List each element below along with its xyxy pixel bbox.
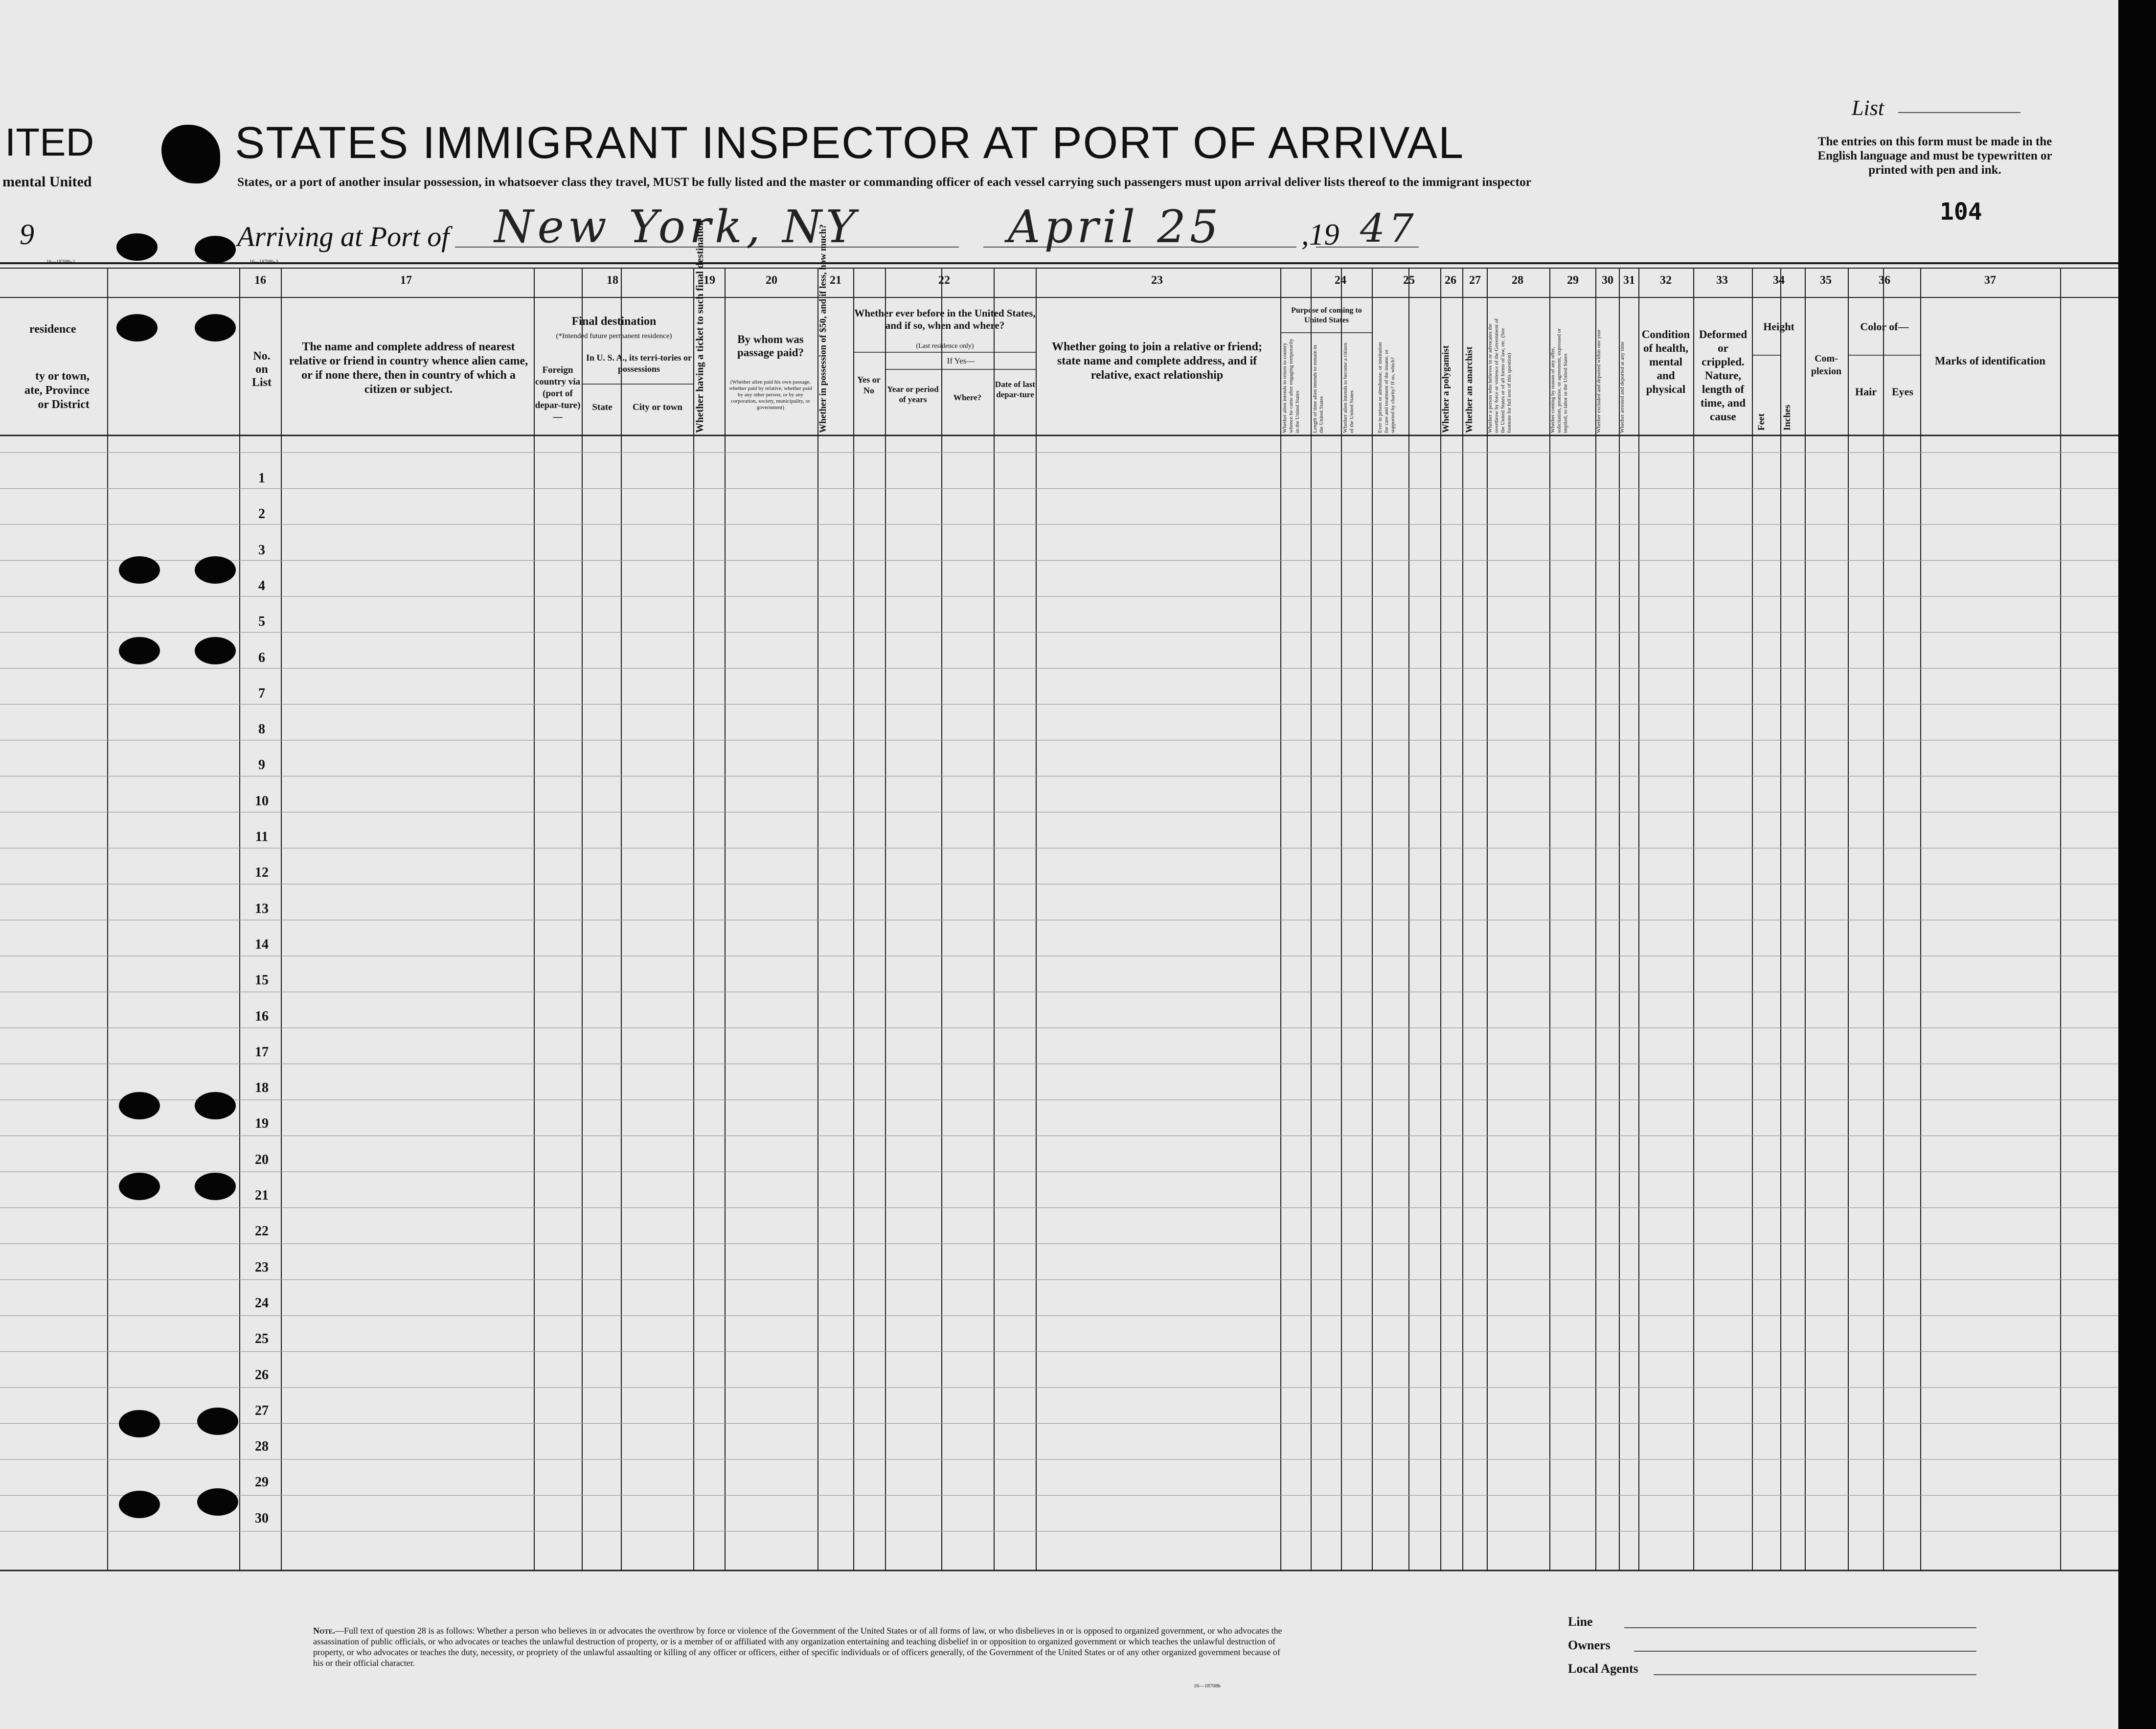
row-number: 26 xyxy=(255,1367,269,1383)
column-number: 37 xyxy=(1984,274,1996,287)
form-title: STATES IMMIGRANT INSPECTOR AT PORT OF ARRIVAL xyxy=(235,118,1465,168)
column-number: 22 xyxy=(938,274,950,287)
header-passage-paid: By whom was passage paid? xyxy=(737,333,804,359)
form-subtitle: States, or a port of another insular possession, in whatsoever class they travel, MUST be fully listed and the master or commanding officer of each vessel carrying such passengers must upon arrival deliver lists thereof to the immigrant inspector xyxy=(237,175,1532,189)
punch-hole xyxy=(116,233,158,261)
footer-owners-label: Owners xyxy=(1568,1638,1611,1652)
row-number: 30 xyxy=(255,1510,269,1526)
footnote xyxy=(313,1625,1292,1668)
header-year-period: Year or period of years xyxy=(887,385,939,404)
port-handwritten: New York, NY xyxy=(494,201,860,253)
header-complexion: Com-plexion xyxy=(1811,353,1842,377)
row-number: 5 xyxy=(258,614,265,630)
row-number: 2 xyxy=(258,506,265,522)
footer-agents-label: Local Agents xyxy=(1568,1661,1638,1676)
footnote-text: —Full text of question 28 is as follows: Whether a person who believes in or advocates the overthrow by force or violence of the Government of the United States or of all forms of law, or who disbelieves in or is opposed to organized government, or who advocates the assassination of public officials, or who advocates or teaches the unlawful destruction of property, or is a member of or affiliated with any organization entertaining and teaching disbelief in or opposition to organized government or which teaches the unlawful destruction of property, or who advocates or teaches the duty, necessity, or propriety of the unlawful assaulting or killing of any officer or officers, either of specific individuals or of officers generally, of the Government of the United States or of any other organized government because of his or their official character. xyxy=(313,1626,1282,1668)
form-code-right: 16—18708b-3 xyxy=(250,259,278,265)
header-no-on-list: No. on List xyxy=(251,350,272,389)
header-polygamist: Whether a polygamist xyxy=(1441,345,1451,433)
column-number: 27 xyxy=(1469,274,1481,287)
row-number: 25 xyxy=(255,1331,269,1347)
punch-hole xyxy=(195,1092,236,1119)
header-fifty-dollars: Whether in possession of $50, and if less, how much? xyxy=(818,224,828,433)
punch-hole xyxy=(119,556,160,584)
column-number: 29 xyxy=(1567,274,1579,287)
district-header-fragment: ty or town, ate, Province or District xyxy=(24,370,90,411)
row-number: 15 xyxy=(255,973,269,988)
row-number: 21 xyxy=(255,1188,269,1203)
row-number: 14 xyxy=(255,936,269,952)
row-number: 11 xyxy=(255,829,269,844)
header-if-yes: If Yes— xyxy=(947,356,975,365)
header-join-relative: Whether going to join a relative or friend; state name and complete address, and if relative, exact relationship xyxy=(1052,341,1262,382)
punch-hole xyxy=(116,314,158,341)
punch-hole xyxy=(197,1408,238,1435)
header-purpose-citizen: Whether alien intends to become a citizen of the United States xyxy=(1342,342,1355,433)
year-prefix: ,19 xyxy=(1301,218,1339,251)
row-number: 27 xyxy=(255,1403,269,1418)
row-number: 17 xyxy=(255,1044,269,1060)
punch-hole xyxy=(195,236,236,263)
punch-hole xyxy=(195,314,236,341)
title-left-fragment: ITED xyxy=(5,120,94,164)
page-stamp-number: 104 xyxy=(1940,198,1982,226)
date-handwritten: April 25 xyxy=(1008,201,1223,253)
row-number: 1 xyxy=(258,471,265,486)
column-number: 33 xyxy=(1716,274,1728,287)
header-foreign-country: Foreign country via (port of depar-ture)— xyxy=(535,365,581,422)
row-number: 20 xyxy=(255,1152,269,1167)
header-ever-before: Whether ever before in the United States, and if so, when and where? xyxy=(854,307,1036,331)
row-number: 18 xyxy=(255,1080,269,1096)
column-number: 26 xyxy=(1445,274,1456,287)
column-number: 32 xyxy=(1660,274,1672,287)
header-deformed: Deformed or crippled. Nature, length of time, and cause xyxy=(1699,328,1747,423)
header-height: Height xyxy=(1763,320,1794,333)
residence-header-fragment: residence xyxy=(29,323,76,336)
column-number: 20 xyxy=(766,274,777,287)
punch-hole xyxy=(195,637,236,664)
punch-hole xyxy=(119,637,160,664)
header-purpose-return: Whether alien intends to return to country whence he came after engaging temporarily in the United States xyxy=(1282,339,1300,433)
row-number: 9 xyxy=(258,757,265,773)
row-number: 8 xyxy=(258,722,265,737)
column-number: 21 xyxy=(830,274,841,287)
row-number: 24 xyxy=(255,1295,269,1311)
year-handwritten: 47 xyxy=(1360,205,1418,251)
column-number: 30 xyxy=(1602,274,1613,287)
header-inches: Inches xyxy=(1782,405,1793,431)
header-purpose-length: Length of time alien intends to remain in the United States xyxy=(1312,345,1324,433)
footer-form-code: 16—18708b xyxy=(1194,1683,1221,1689)
header-eyes: Eyes xyxy=(1892,386,1913,398)
header-color-of: Color of— xyxy=(1860,320,1909,333)
header-date-last-departure: Date of last depar-ture xyxy=(995,380,1036,399)
header-feet: Feet xyxy=(1756,413,1767,431)
column-number: 31 xyxy=(1623,274,1635,287)
punch-hole xyxy=(195,556,236,584)
header-anarchist: Whether an anarchist xyxy=(1464,346,1475,433)
header-passage-paid-sub: (Whether alien paid his own passage, whether paid by relative, whether paid by any other person, or by any corporation, society, municipality, or government) xyxy=(729,379,812,410)
footnote-label: Note. xyxy=(313,1626,335,1636)
header-purpose: Purpose of coming to United States xyxy=(1291,306,1362,324)
column-number: 28 xyxy=(1512,274,1523,287)
column-number: 36 xyxy=(1879,274,1890,287)
header-in-usa: In U. S. A., its terri-tories or possessions xyxy=(586,353,692,374)
row-number: 29 xyxy=(255,1475,269,1490)
column-number: 16 xyxy=(254,274,266,287)
row-number: 12 xyxy=(255,865,269,881)
column-number: 17 xyxy=(400,274,412,287)
row-number: 7 xyxy=(258,685,265,701)
header-marks: Marks of identification xyxy=(1934,355,2046,367)
row-number: 23 xyxy=(255,1259,269,1275)
header-final-destination: Final destination xyxy=(571,315,657,328)
header-arrested: Whether arrested and deported at any time xyxy=(1619,341,1625,433)
header-ever-before-sub: (Last residence only) xyxy=(916,342,974,350)
header-nearest-relative: The name and complete address of nearest relative or friend in country whence alien came, or if none there, then in country of which a citizen or subject. xyxy=(289,341,528,396)
subtitle-left-fragment: mental United xyxy=(2,174,92,190)
header-ticket: Whether having a ticket to such final destination xyxy=(694,220,705,433)
column-number: 24 xyxy=(1335,274,1346,287)
column-number: 18 xyxy=(607,274,618,287)
punch-hole xyxy=(195,1173,236,1200)
form-code-left: 16—18708b-2 xyxy=(46,259,75,265)
row-number: 13 xyxy=(255,901,269,916)
header-state: State xyxy=(592,402,613,412)
punch-hole xyxy=(119,1410,160,1437)
header-health: Condition of health, mental and physical xyxy=(1641,328,1690,395)
header-labor-offer: Whether coming by reason of any offer, solicitation, promise, or agreement, expressed or implied, to labor in the United States xyxy=(1550,328,1568,433)
punch-hole xyxy=(119,1092,160,1119)
column-number: 25 xyxy=(1403,274,1415,287)
header-prison: Ever in prison or almshouse, or institution for care and treatment of the insane, or supported by charity? If so, which? xyxy=(1377,342,1396,433)
punch-hole xyxy=(197,1488,238,1516)
header-city: City or town xyxy=(632,402,683,412)
row-number: 22 xyxy=(255,1224,269,1239)
header-hair: Hair xyxy=(1855,386,1877,398)
list-label: List xyxy=(1852,96,1884,120)
row-number: 28 xyxy=(255,1439,269,1455)
header-question-28: Whether a person who believes in or advocates the overthrow by force or violence of the Government of the United States or of all forms of law, etc. (See footnote for full text of this question) xyxy=(1487,318,1512,433)
form-instructions: The entries on this form must be made in the English language and must be typewritten or printed with pen and ink. xyxy=(1817,135,2052,177)
header-excluded: Whether excluded and deported within one year xyxy=(1596,329,1602,433)
header-yes-or-no: Yes or No xyxy=(857,375,881,395)
row-number: 10 xyxy=(255,793,269,809)
header-where: Where? xyxy=(953,393,982,402)
year-left-fragment: 9 xyxy=(20,218,34,250)
column-number: 35 xyxy=(1820,274,1832,287)
row-number: 3 xyxy=(258,542,265,558)
column-number: 19 xyxy=(704,274,715,287)
row-number: 4 xyxy=(258,578,265,593)
column-number: 34 xyxy=(1773,274,1785,287)
header-final-destination-sub: (*Intended future permanent residence) xyxy=(556,332,672,340)
arriving-label: Arriving at Port of xyxy=(237,221,450,252)
punch-hole xyxy=(119,1491,160,1518)
row-number: 19 xyxy=(255,1116,269,1132)
punch-hole xyxy=(119,1173,160,1200)
row-number: 6 xyxy=(258,650,265,665)
column-number: 23 xyxy=(1151,274,1163,287)
row-number: 16 xyxy=(255,1008,269,1024)
footer-line-label: Line xyxy=(1568,1615,1593,1629)
